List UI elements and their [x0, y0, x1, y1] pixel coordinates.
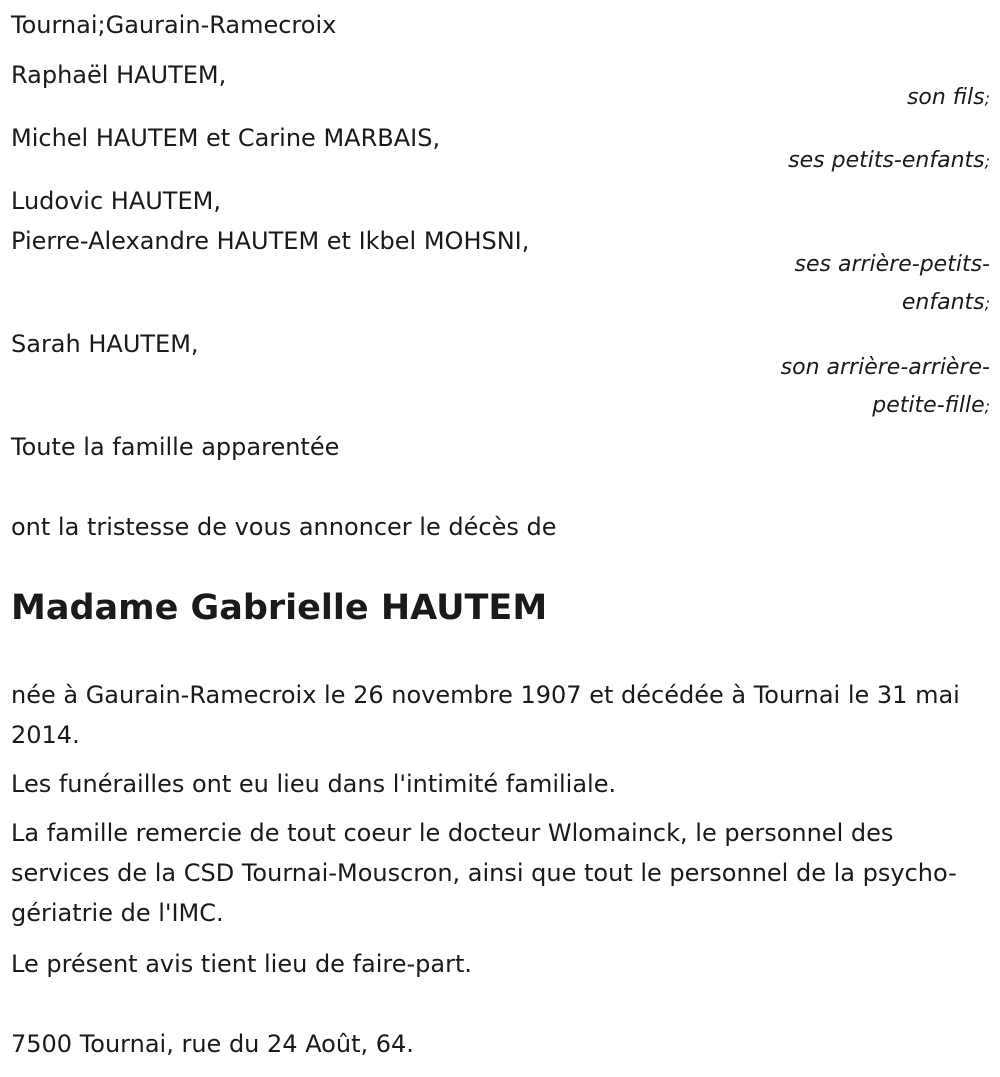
family-name-raphael: Raphaël HAUTEM, — [11, 61, 227, 89]
role-great-grandchildren-line2 — [690, 284, 990, 323]
role-ggg-line1: son arrière-arrière- — [780, 355, 990, 380]
role-ggg-suffix: ; — [984, 397, 990, 416]
role-great-grandchildren — [690, 246, 990, 323]
deceased-name: Madame Gabrielle HAUTEM — [11, 588, 548, 628]
role-great-grandchildren-suffix: ; — [984, 294, 990, 313]
role-ggg-text: petite-fille — [872, 393, 985, 418]
thanks-paragraph: La famille remercie de tout coeur le docteur Wlomainck, le personnel des services de la CSD Tournai-Mouscron, ainsi que tout le personnel de la psycho-gériatrie de l'IMC. — [11, 819, 957, 927]
address: 7500 Tournai, rue du 24 Août, 64. — [11, 1030, 414, 1058]
role-son-text: son fils — [906, 85, 985, 110]
role-ggg-line2 — [690, 387, 990, 426]
role-great-grandchildren-line1: ses arrière-petits- — [794, 252, 990, 277]
family-name-sarah: Sarah HAUTEM, — [11, 330, 199, 358]
extended-family: Toute la famille apparentée — [11, 433, 340, 461]
family-name-pierre-alexandre: Pierre-Alexandre HAUTEM et Ikbel MOHSNI, — [11, 227, 530, 255]
family-name-ludovic: Ludovic HAUTEM, — [11, 187, 221, 215]
announcement-text: ont la tristesse de vous annoncer le décès de — [11, 513, 557, 541]
role-grandchildren-text: ses petits-enfants — [788, 148, 985, 173]
location-header: Tournai;Gaurain-Ramecroix — [11, 11, 337, 39]
role-grandchildren-suffix: ; — [984, 152, 990, 171]
family-name-michel: Michel HAUTEM et Carine MARBAIS, — [11, 124, 441, 152]
role-son — [690, 79, 990, 118]
role-great-great-granddaughter — [690, 349, 990, 426]
role-grandchildren — [690, 142, 990, 181]
notice-paragraph: Le présent avis tient lieu de faire-part. — [11, 950, 473, 978]
funeral-paragraph: Les funérailles ont eu lieu dans l'intimité familiale. — [11, 770, 617, 798]
role-great-grandchildren-text: enfants — [901, 290, 985, 315]
birth-death-paragraph: née à Gaurain-Ramecroix le 26 novembre 1907 et décédée à Tournai le 31 mai 2014. — [11, 681, 960, 749]
role-son-suffix: ; — [984, 89, 990, 108]
